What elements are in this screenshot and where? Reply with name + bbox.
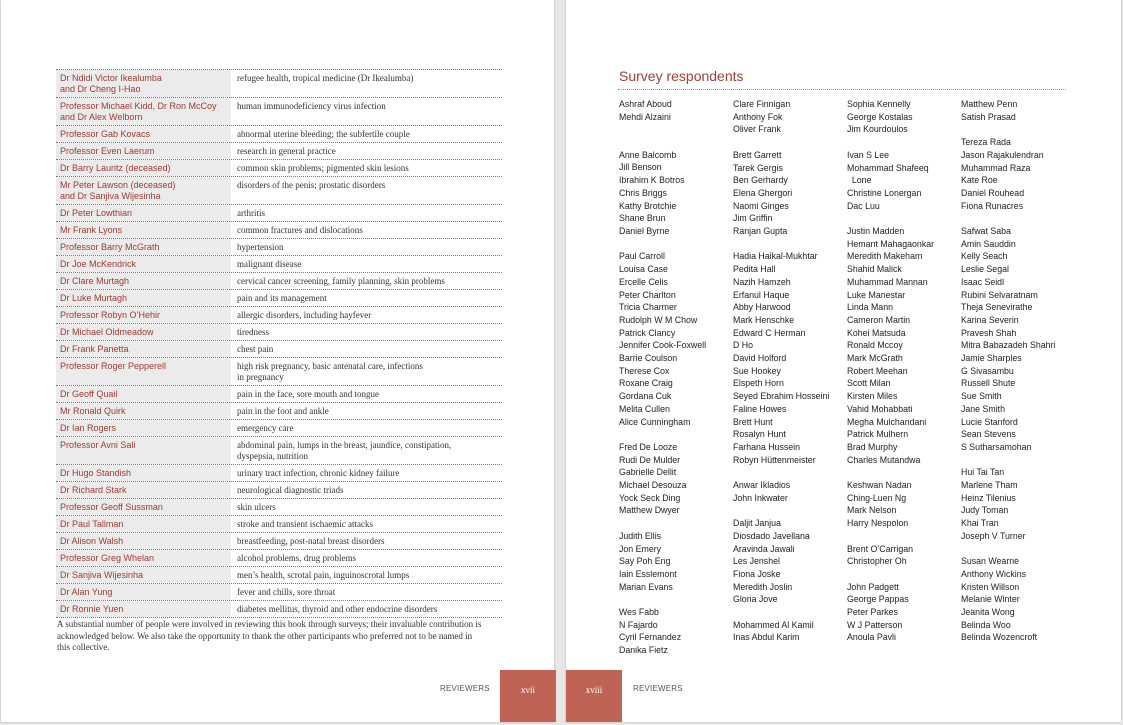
spacer	[733, 504, 845, 517]
respondent-name: Theja Senevirathe	[961, 302, 1033, 313]
table-row	[56, 125, 502, 142]
spacer	[847, 136, 959, 149]
reviewer-table	[56, 69, 502, 618]
respondent-name: Anoula Pavli	[847, 632, 896, 643]
respondent-name: Elspeth Horn	[733, 378, 784, 389]
spacer	[619, 428, 731, 441]
table-row	[56, 159, 502, 176]
respondent-name: Karina Severin	[961, 314, 1019, 325]
reviewer-name: Dr Alan Yung	[56, 584, 231, 600]
respondent-name: Patrick Mulhern	[847, 429, 909, 440]
respondent-name: Charles Mutandwa	[847, 454, 921, 465]
reviewer-name: Professor Roger Pepperell	[56, 358, 231, 385]
reviewer-topic: pain in the face, sore mouth and tongue	[237, 389, 379, 399]
respondent-name: Gordana Cuk	[619, 391, 672, 402]
reviewer-topic: fever and chills, sore throat	[237, 587, 336, 597]
respondent-name: Kohei Matsuda	[847, 327, 906, 338]
spacer	[961, 454, 1073, 467]
respondent-name: Belinda Wozencroft	[961, 632, 1038, 643]
reviewer-topic: malignant disease	[237, 259, 302, 269]
table-row	[56, 306, 502, 323]
section-title: Survey respondents	[619, 68, 744, 84]
respondent-name: Scott Milan	[847, 378, 891, 389]
respondent-name: Les Jenshel	[733, 556, 780, 567]
respondent-name: Ibrahim K Botros	[619, 175, 685, 186]
table-row	[56, 566, 502, 583]
respondent-name: George Kostalas	[847, 111, 913, 122]
reviewer-name: Mr Peter Lawson (deceased) and Dr Sanjiva Wijesinha	[56, 177, 231, 204]
respondent-name: Robert Meehan	[847, 365, 908, 376]
respondent-name: G Sivasambu	[961, 365, 1014, 376]
respondent-name: Sophia Kennelly	[847, 99, 911, 109]
respondent-name: Hui Tai Tan	[961, 467, 1005, 478]
reviewer-name: Dr Ronnie Yuen	[56, 601, 231, 617]
respondent-name: Alice Cunningham	[619, 416, 691, 427]
respondent-name: Susan Wearne	[961, 556, 1020, 567]
spacer	[847, 466, 959, 479]
reviewer-name: Dr Ian Rogers	[56, 420, 231, 436]
respondent-name: Muhammad Mannan	[847, 276, 928, 287]
reviewer-topic: disorders of the penis; prostatic disorders	[237, 180, 386, 190]
respondent-name: Anthony Fok	[733, 111, 783, 122]
table-row	[56, 464, 502, 481]
reviewer-topic: breastfeeding, post-natal breast disorders	[237, 536, 385, 546]
respondent-name: Jane Smith	[961, 403, 1006, 414]
respondent-column-1	[619, 98, 731, 657]
spacer	[847, 568, 959, 581]
respondent-name: Tereza Rada	[961, 137, 1011, 148]
respondent-name: David Holford	[733, 353, 787, 364]
respondent-name: Mehdi Alzaini	[619, 111, 671, 122]
respondent-name: Shahid Malick	[847, 264, 902, 275]
respondent-name: Rudolph W M Chow	[619, 314, 698, 325]
reviewer-topic: arthritis	[237, 208, 265, 218]
respondent-column-2	[733, 98, 845, 644]
reviewer-name: Dr Peter Lowthian	[56, 205, 231, 221]
respondent-name: Leslie Segal	[961, 264, 1009, 275]
reviewer-name: Dr Geoff Quail	[56, 386, 231, 402]
respondent-name: Sue Smith	[961, 391, 1002, 402]
spacer	[847, 212, 959, 225]
respondent-name: Brent O’Carrigan	[847, 543, 914, 554]
respondent-name: Muhammad Raza	[961, 162, 1031, 173]
table-row	[56, 419, 502, 436]
reviewer-topic: tiredness	[237, 327, 269, 337]
respondent-name: Yock Seck Ding	[619, 492, 681, 503]
respondent-name: Ercelle Celis	[619, 276, 668, 287]
spacer	[733, 238, 845, 251]
reviewer-name: Dr Sanjiva Wijesinha	[56, 567, 231, 583]
respondent-name: Mark McGrath	[847, 353, 903, 364]
table-row	[56, 323, 502, 340]
respondent-name: Russell Shute	[961, 378, 1016, 389]
respondent-name: Jim Kourdoulos	[847, 124, 908, 135]
respondent-name: Inas Abdul Karim	[733, 632, 800, 643]
respondent-name: Robyn Hüttenmeister	[733, 454, 816, 465]
spacer	[619, 136, 731, 149]
respondent-name: Jon Emery	[619, 543, 662, 554]
table-row	[56, 340, 502, 357]
reviewer-name: Professor Barry McGrath	[56, 239, 231, 255]
respondent-name: Lucie Stanford	[961, 416, 1018, 427]
reviewer-name: Professor Greg Whelan	[56, 550, 231, 566]
respondent-name: Jennifer Cook-Foxwell	[619, 340, 707, 351]
respondent-name: Rudi De Mulder	[619, 454, 681, 465]
respondent-name: Kristen Willson	[961, 581, 1020, 592]
respondent-name: Mohammad Shafeeq Lone	[847, 162, 929, 186]
reviewer-topic: abnormal uterine bleeding; the subfertile couple	[237, 129, 410, 139]
reviewer-topic: hypertension	[237, 242, 284, 252]
reviewer-topic: research in general practice	[237, 146, 336, 156]
respondent-name: W J Patterson	[847, 619, 903, 630]
respondent-name: Hemant Mahagaonkar	[847, 238, 935, 249]
reviewer-topic: common skin problems; pigmented skin lesions	[237, 163, 409, 173]
respondent-name: Meredith Makeham	[847, 251, 923, 262]
respondent-name: Iain Esslemont	[619, 568, 677, 579]
table-row	[56, 583, 502, 600]
respondent-name: Harry Nespolon	[847, 518, 909, 529]
respondent-name: Khai Tran	[961, 518, 999, 529]
spacer	[733, 466, 845, 479]
respondent-name: Anne Balcomb	[619, 149, 677, 160]
reviewer-topic: alcohol problems, drug problems	[237, 553, 356, 563]
table-row	[56, 385, 502, 402]
spacer	[733, 606, 845, 619]
respondent-name: Diosdado Javellana	[733, 530, 810, 541]
table-row	[56, 549, 502, 566]
respondent-name: Ivan S Lee	[847, 149, 890, 160]
respondent-name: Judy Toman	[961, 505, 1009, 516]
respondent-name: Cyril Fernandez	[619, 632, 682, 643]
table-row	[56, 402, 502, 419]
respondent-name: N Fajardo	[619, 619, 658, 630]
respondent-name: Matthew Penn	[961, 99, 1018, 109]
respondent-name: Satish Prasad	[961, 111, 1016, 122]
respondent-name: Mohammed Al Kamil	[733, 619, 814, 630]
reviewer-name: Dr Clare Murtagh	[56, 273, 231, 289]
spacer	[619, 238, 731, 251]
respondent-name: Vahid Mohabbati	[847, 403, 913, 414]
respondent-column-4	[961, 98, 1073, 644]
respondent-name: Dac Luu	[847, 200, 880, 211]
running-footer-label: REVIEWERS	[440, 684, 490, 693]
respondent-name: Melita Cullen	[619, 403, 670, 414]
reviewer-name: Mr Frank Lyons	[56, 222, 231, 238]
respondent-name: Daniel Rouhead	[961, 187, 1025, 198]
reviewer-name: Dr Richard Stark	[56, 482, 231, 498]
respondent-name: Marian Evans	[619, 581, 673, 592]
respondent-name: Rosalyn Hunt	[733, 429, 786, 440]
respondent-name: Justin Madden	[847, 226, 905, 236]
spacer	[847, 530, 959, 543]
respondent-name: Abby Harwood	[733, 302, 791, 313]
reviewer-topic: abdominal pain, lumps in the breast, jaundice, constipation, dyspepsia, nutrition	[237, 440, 452, 461]
respondent-name: Kelly Seach	[961, 251, 1008, 262]
respondent-name: Wes Fabb	[619, 607, 659, 618]
respondent-name: Judith Ellis	[619, 530, 662, 541]
reviewer-topic: pain and its management	[237, 293, 327, 303]
respondent-name: Pravesh Shah	[961, 327, 1017, 338]
respondent-name: Rubini Selvaratnam	[961, 289, 1038, 300]
respondent-name: Paul Carroll	[619, 251, 665, 262]
respondent-name: Christopher Oh	[847, 556, 907, 567]
page-number: xvii	[500, 670, 556, 722]
page-number: xviii	[566, 670, 622, 722]
reviewer-name: Professor Geoff Sussman	[56, 499, 231, 515]
table-row	[56, 436, 502, 464]
respondent-name: Megha Mulchandani	[847, 416, 927, 427]
respondent-name: Gabrielle Dellit	[619, 467, 677, 478]
respondent-name: Keshwan Nadan	[847, 480, 912, 491]
respondent-name: Jill Benson	[619, 162, 662, 173]
reviewer-topic: chest pain	[237, 344, 274, 354]
respondent-name: Melanie Winter	[961, 594, 1020, 605]
respondent-name: Patrick Clancy	[619, 327, 676, 338]
respondent-name: Tarek Gergis	[733, 162, 783, 173]
table-row	[56, 532, 502, 549]
left-page	[1, 0, 554, 722]
respondent-name: Danika Fietz	[619, 645, 668, 656]
respondent-name: Shane Brun	[619, 213, 666, 224]
spacer	[961, 123, 1073, 136]
reviewer-topic: skin ulcers	[237, 502, 276, 512]
respondent-name: S Sutharsamohan	[961, 441, 1032, 452]
respondent-name: Belinda Woo	[961, 619, 1011, 630]
reviewer-name: Dr Hugo Standish	[56, 465, 231, 481]
reviewer-topic: pain in the foot and ankle	[237, 406, 329, 416]
table-row	[56, 221, 502, 238]
respondent-name: Say Poh Eng	[619, 556, 671, 567]
respondent-name: John Inkwater	[733, 492, 788, 503]
reviewer-name: Dr Luke Murtagh	[56, 290, 231, 306]
table-row	[56, 69, 502, 97]
respondent-name: Naomi Ginges	[733, 200, 789, 211]
spacer	[619, 593, 731, 606]
reviewer-topic: urinary tract infection, chronic kidney failure	[237, 468, 400, 478]
reviewer-name: Professor Robyn O’Hehir	[56, 307, 231, 323]
respondent-name: Anwar Ikladios	[733, 480, 791, 491]
table-row	[56, 498, 502, 515]
respondent-column-3	[847, 98, 959, 644]
reviewer-topic: common fractures and dislocations	[237, 225, 363, 235]
respondent-name: Isaac Seidl	[961, 276, 1005, 287]
respondent-name: D Ho	[733, 340, 754, 351]
respondent-name: Elena Ghergori	[733, 187, 793, 198]
respondent-name: Mark Nelson	[847, 505, 897, 516]
table-row	[56, 357, 502, 385]
reviewer-topic: diabetes mellitus, thyroid and other endocrine disorders	[237, 604, 438, 614]
respondent-name: Michael Desouza	[619, 480, 687, 491]
title-divider	[618, 89, 1066, 90]
reviewer-name: Dr Joe McKendrick	[56, 256, 231, 272]
spacer	[619, 123, 731, 136]
respondent-name: Anthony Wickins	[961, 568, 1027, 579]
respondent-name: Heinz Tilenius	[961, 492, 1016, 503]
respondent-name: Kathy Brotchie	[619, 200, 677, 211]
reviewer-name: Dr Barry Lauritz (deceased)	[56, 160, 231, 176]
respondent-name: Fred De Looze	[619, 441, 678, 452]
respondent-name: Fiona Runacres	[961, 200, 1024, 211]
table-row	[56, 255, 502, 272]
respondent-name: Oliver Frank	[733, 124, 781, 135]
respondent-name: Barrie Coulson	[619, 353, 678, 364]
respondent-name: Therese Cox	[619, 365, 670, 376]
respondent-name: Safwat Saba	[961, 226, 1011, 236]
respondent-name: Pedita Hall	[733, 264, 776, 275]
reviewer-name: Professor Gab Kovacs	[56, 126, 231, 142]
respondent-name: Luke Manestar	[847, 289, 906, 300]
respondent-name: Christine Lonergan	[847, 187, 922, 198]
reviewer-topic: stroke and transient ischaemic attacks	[237, 519, 373, 529]
respondent-name: Jamie Sharples	[961, 353, 1022, 364]
respondent-name: Mark Henschke	[733, 314, 795, 325]
running-footer-label: REVIEWERS	[633, 684, 683, 693]
respondent-name: Chris Briggs	[619, 187, 667, 198]
respondent-name: Brad Murphy	[847, 441, 898, 452]
respondent-name: Ashraf Aboud	[619, 99, 672, 109]
respondent-name: Marlene Tham	[961, 480, 1018, 491]
reviewer-topic: emergency care	[237, 423, 294, 433]
spacer	[733, 136, 845, 149]
reviewer-name: Dr Michael Oldmeadow	[56, 324, 231, 340]
respondent-name: George Pappas	[847, 594, 909, 605]
respondent-name: Jeanita Wong	[961, 607, 1015, 618]
table-row	[56, 600, 502, 618]
reviewer-topic: high risk pregnancy, basic antenatal care, infections in pregnancy	[237, 361, 423, 382]
respondent-name: Kate Roe	[961, 175, 998, 186]
respondent-name: Fiona Joske	[733, 568, 781, 579]
reviewer-topic: men’s health, scrotal pain, inguinoscrotal lumps	[237, 570, 410, 580]
respondent-name: Aravinda Jawali	[733, 543, 795, 554]
table-row	[56, 481, 502, 498]
table-row	[56, 142, 502, 159]
spacer	[619, 517, 731, 530]
respondent-name: Gloria Jove	[733, 594, 778, 605]
respondent-name: Roxane Craig	[619, 378, 673, 389]
respondent-name: Erfanul Haque	[733, 289, 790, 300]
respondent-name: Ranjan Gupta	[733, 226, 788, 237]
table-row	[56, 176, 502, 204]
respondent-name: Faline Howes	[733, 403, 787, 414]
respondent-name: Daniel Byrne	[619, 226, 670, 236]
spacer	[961, 543, 1073, 556]
respondent-name: Jim Griffin	[733, 213, 773, 224]
respondent-name: Daljit Janjua	[733, 518, 781, 529]
respondent-name: Tricia Charmer	[619, 302, 677, 313]
respondent-name: Seyed Ebrahim Hosseini	[733, 391, 830, 402]
respondent-name: Amin Sauddin	[961, 238, 1016, 249]
reviewer-topic: human immunodeficiency virus infection	[237, 101, 386, 111]
right-page	[566, 0, 1121, 722]
table-row	[56, 97, 502, 125]
reviewer-name: Professor Avni Sali	[56, 437, 231, 464]
respondent-name: Brett Garrett	[733, 149, 782, 160]
reviewer-name: Mr Ronald Quirk	[56, 403, 231, 419]
respondent-name: Hadia Haikal-Mukhtar	[733, 251, 818, 262]
reviewer-name: Dr Alison Walsh	[56, 533, 231, 549]
respondent-name: Peter Charlton	[619, 289, 676, 300]
respondent-name: Louisa Case	[619, 264, 668, 275]
reviewer-topic: neurological diagnostic triads	[237, 485, 344, 495]
respondent-name: Clare Finnigan	[733, 99, 791, 109]
reviewer-name: Professor Michael Kidd, Dr Ron McCoy and Dr Alex Welborn	[56, 98, 231, 125]
respondent-name: Ching-Luen Ng	[847, 492, 907, 503]
table-row	[56, 515, 502, 532]
respondent-name: Ben Gerhardy	[733, 175, 788, 186]
reviewer-name: Dr Frank Panetta	[56, 341, 231, 357]
respondent-name: Sue Hookey	[733, 365, 781, 376]
reviewer-topic: cervical cancer screening, family planning, skin problems	[237, 276, 445, 286]
spacer	[961, 212, 1073, 225]
respondent-name: Meredith Joslin	[733, 581, 793, 592]
reviewer-name: Dr Ndidi Victor Ikealumba and Dr Cheng I-Hao	[56, 70, 231, 97]
respondent-name: Ronald Mccoy	[847, 340, 903, 351]
reviewer-topic: refugee health, tropical medicine (Dr Ikealumba)	[237, 73, 414, 83]
respondent-name: Farhana Hussein	[733, 441, 800, 452]
respondent-name: Peter Parkes	[847, 607, 898, 618]
respondent-name: Mitra Babazadeh Shahri	[961, 340, 1056, 351]
respondent-name: Nazih Hamzeh	[733, 276, 791, 287]
respondent-name: Brett Hunt	[733, 416, 773, 427]
respondent-name: Joseph V Turner	[961, 530, 1026, 541]
reviewer-name: Professor Even Laerum	[56, 143, 231, 159]
table-row	[56, 289, 502, 306]
respondent-name: Matthew Dwyer	[619, 505, 680, 516]
respondent-name: Linda Mann	[847, 302, 893, 313]
respondent-name: Kirsten Miles	[847, 391, 898, 402]
respondent-name: Edward C Herman	[733, 327, 806, 338]
respondent-name: John Padgett	[847, 581, 899, 592]
table-row	[56, 204, 502, 221]
reviewer-topic: allergic disorders, including hayfever	[237, 310, 372, 320]
table-row	[56, 238, 502, 255]
respondent-name: Sean Stevens	[961, 429, 1016, 440]
acknowledgement-paragraph: A substantial number of people were involved in reviewing this book through surveys; their invaluable contribution is acknowledged below. We also take the opportunity to thank the other participants who preferred not to be named in this collective.	[57, 619, 482, 652]
table-row	[56, 272, 502, 289]
reviewer-name: Dr Paul Tallman	[56, 516, 231, 532]
respondent-name: Jason Rajakulendran	[961, 149, 1044, 160]
respondent-name: Cameron Martin	[847, 314, 911, 325]
